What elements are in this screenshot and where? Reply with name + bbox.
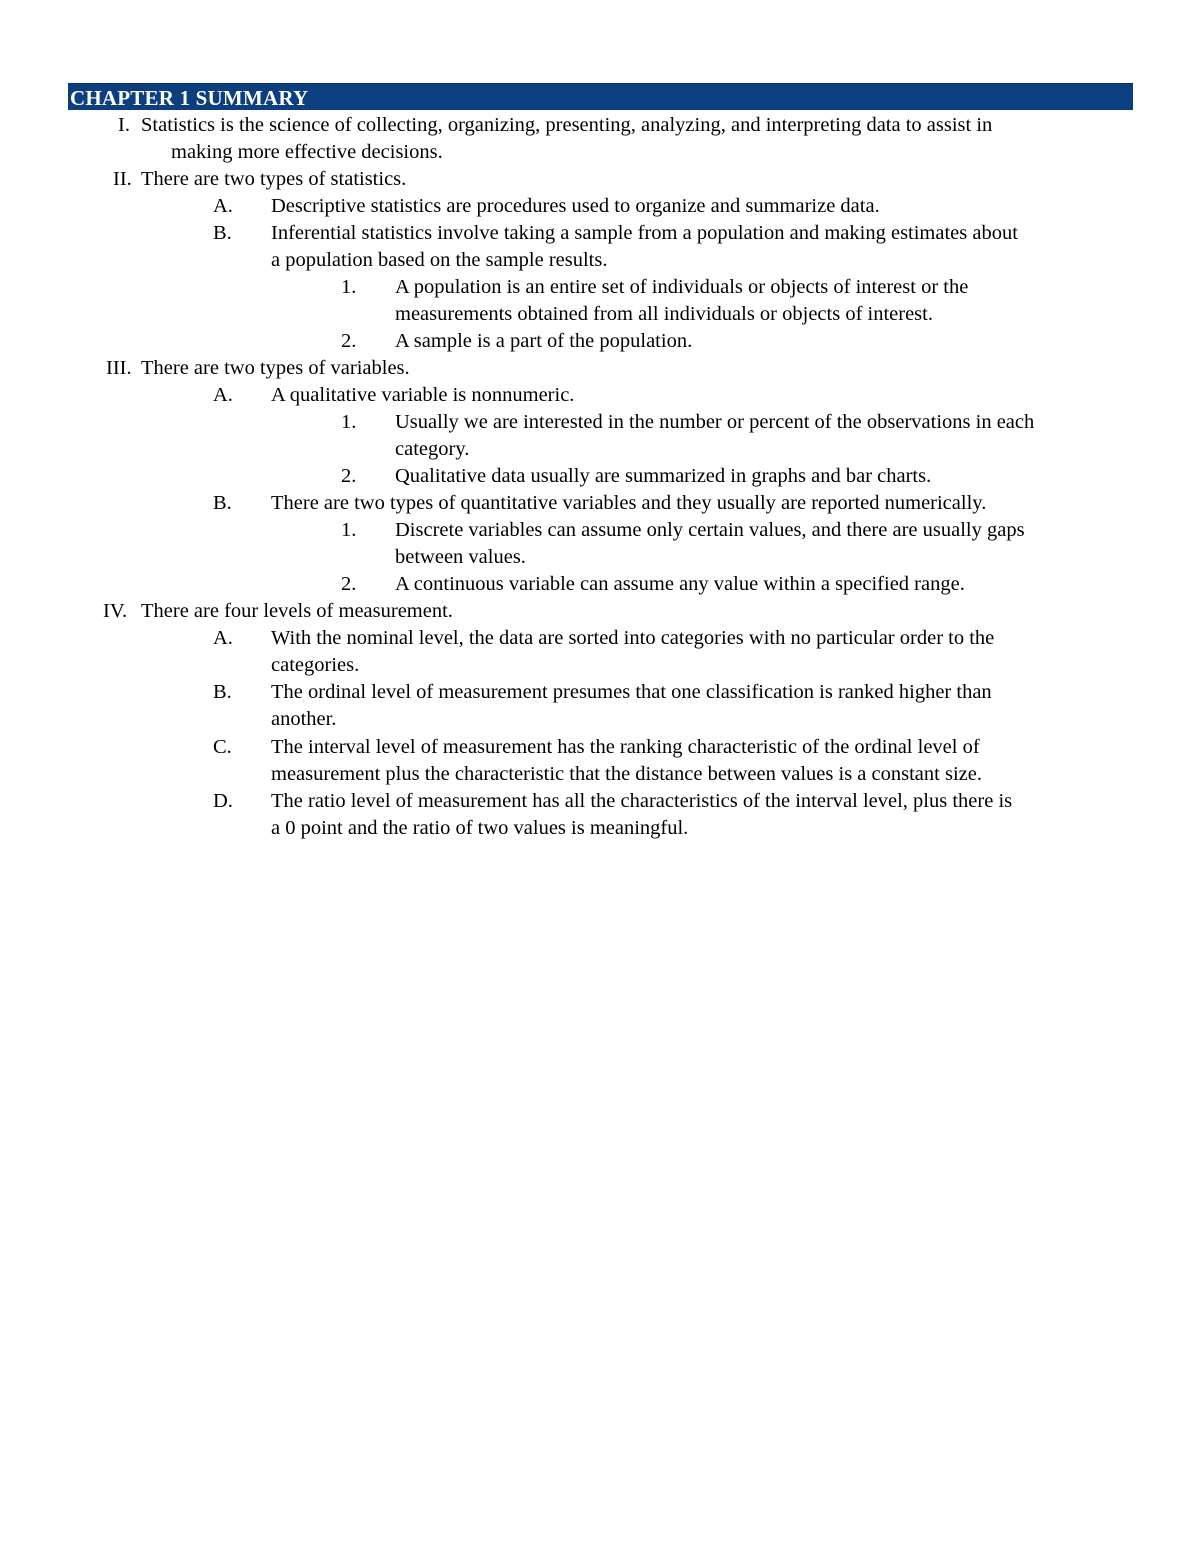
outline-text-ii-b-line2: a population based on the sample results. xyxy=(271,249,608,271)
outline-text-ii-b-1-line2: measurements obtained from all individuals or objects of interest. xyxy=(395,303,933,325)
outline-marker-iv-d: D. xyxy=(213,790,233,812)
outline-text-iv-d-line2: a 0 point and the ratio of two values is meaningful. xyxy=(271,817,689,839)
outline-marker-ii-b-2: 2. xyxy=(341,330,357,352)
outline-marker-ii-b: B. xyxy=(213,222,232,244)
outline-text-iii-a-1-line1: Usually we are interested in the number or percent of the observations in each xyxy=(395,411,1035,433)
chapter-header-bar xyxy=(68,83,1133,110)
outline-marker-iv-b: B. xyxy=(213,681,232,703)
outline-marker-iii-b-1: 1. xyxy=(341,519,357,541)
chapter-title: CHAPTER 1 SUMMARY xyxy=(70,86,309,110)
outline-marker-iii-b-2: 2. xyxy=(341,573,357,595)
outline-marker-iii-a-1: 1. xyxy=(341,411,357,433)
outline-text-ii: There are two types of statistics. xyxy=(141,168,407,190)
outline-text-iii-b-1-line2: between values. xyxy=(395,546,526,568)
outline-marker-i: I. xyxy=(118,114,130,136)
outline-marker-iv-a: A. xyxy=(213,627,233,649)
outline-text-iii: There are two types of variables. xyxy=(141,357,410,379)
outline-text-iii-b-1-line1: Discrete variables can assume only certain values, and there are usually gaps xyxy=(395,519,1025,541)
outline-text-iv-a-line1: With the nominal level, the data are sorted into categories with no particular order to the xyxy=(271,627,995,649)
outline-text-iii-a-2: Qualitative data usually are summarized in graphs and bar charts. xyxy=(395,465,932,487)
outline-text-iii-a-1-line2: category. xyxy=(395,438,470,460)
outline-text-ii-b-1-line1: A population is an entire set of individuals or objects of interest or the xyxy=(395,276,969,298)
outline-text-iv-c-line1: The interval level of measurement has the ranking characteristic of the ordinal level of xyxy=(271,736,980,758)
outline-text-ii-b-line1: Inferential statistics involve taking a sample from a population and making estimates about xyxy=(271,222,1018,244)
outline-text-ii-b-2: A sample is a part of the population. xyxy=(395,330,693,352)
outline-text-iv-a-line2: categories. xyxy=(271,654,360,676)
outline-text-iv-b-line1: The ordinal level of measurement presumes that one classification is ranked higher than xyxy=(271,681,992,703)
outline-marker-iii-a-2: 2. xyxy=(341,465,357,487)
outline-text-iv: There are four levels of measurement. xyxy=(141,600,453,622)
outline-marker-iv: IV. xyxy=(103,600,128,622)
outline-text-i-line1: Statistics is the science of collecting, organizing, presenting, analyzing, and interpreting data to assist in xyxy=(141,114,993,136)
outline-marker-iii: III. xyxy=(106,357,132,379)
outline-text-iii-b-2: A continuous variable can assume any value within a specified range. xyxy=(395,573,965,595)
outline-marker-iii-b: B. xyxy=(213,492,232,514)
outline-marker-ii-a: A. xyxy=(213,195,233,217)
outline-marker-iii-a: A. xyxy=(213,384,233,406)
outline-marker-ii: II. xyxy=(113,168,132,190)
outline-text-iv-b-line2: another. xyxy=(271,708,337,730)
outline-marker-iv-c: C. xyxy=(213,736,232,758)
outline-text-ii-a: Descriptive statistics are procedures used to organize and summarize data. xyxy=(271,195,880,217)
outline-text-iii-b: There are two types of quantitative variables and they usually are reported numerically. xyxy=(271,492,987,514)
outline-text-iv-d-line1: The ratio level of measurement has all the characteristics of the interval level, plus there is xyxy=(271,790,1013,812)
outline-text-iii-a: A qualitative variable is nonnumeric. xyxy=(271,384,575,406)
outline-text-iv-c-line2: measurement plus the characteristic that the distance between values is a constant size. xyxy=(271,763,982,785)
outline-text-i-line2: making more effective decisions. xyxy=(171,141,443,163)
outline-marker-ii-b-1: 1. xyxy=(341,276,357,298)
